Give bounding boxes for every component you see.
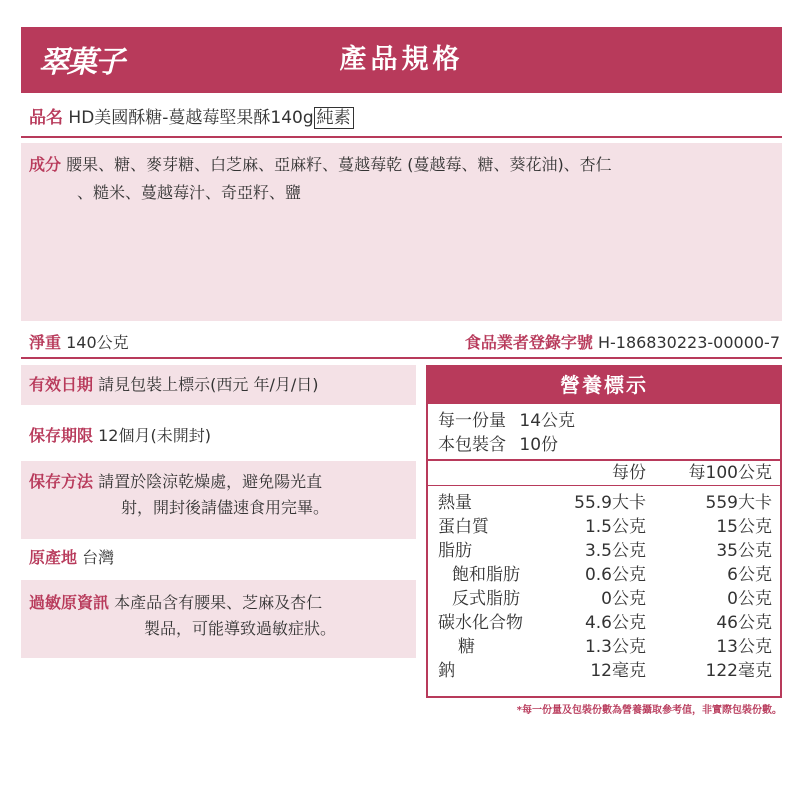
nutrient-name: 熱量 [438,493,472,513]
servings-row [438,433,558,457]
nutrition-row [428,563,780,587]
allergen-label: 過敏原資訊 [29,593,110,612]
serving-size-label: 每一份量 [438,411,506,431]
nutrient-per-100g: 35公克 [716,541,772,561]
ingredients-label: 成分 [29,155,62,174]
nutrition-row [428,587,780,611]
net-weight-row [29,331,129,355]
ingredients-section [21,143,782,321]
servings-value: 10份 [519,435,559,455]
nutrient-per-100g: 6公克 [727,565,772,585]
nutrition-row [428,539,780,563]
expiry-label: 有效日期 [29,375,94,394]
product-name-value: HD美國酥糖-蔓越莓堅果酥140g [68,108,314,128]
nutrition-title: 營養標示 [428,367,780,404]
column-per-serving: 每份 [612,463,646,483]
registration-label: 食品業者登錄字號 [464,333,593,352]
serving-size-row [438,409,575,433]
page-title: 產品規格 [339,44,464,75]
nutrient-per-serving: 4.6公克 [584,613,646,633]
nutrient-per-serving: 1.3公克 [584,637,646,657]
nutrition-column-headers [428,461,780,485]
storage-line-1: 請置於陰涼乾燥處，避免陽光直 [98,472,323,491]
expiry-value: 請見包裝上標示(西元 年/月/日) [98,375,319,394]
nutrition-row [428,635,780,659]
nutrient-per-100g: 13公克 [716,637,772,657]
nutrient-per-serving: 3.5公克 [584,541,646,561]
header-banner [21,27,782,93]
origin-value: 台灣 [82,548,115,567]
shelf-life-label: 保存期限 [29,426,94,445]
serving-size-value: 14公克 [519,411,576,431]
allergen-line-2: 製品，可能導致過敏症狀。 [144,619,337,638]
nutrient-per-100g: 46公克 [716,613,772,633]
vegan-badge: 純素 [314,107,354,129]
storage-section [21,461,416,539]
registration-row [465,331,780,355]
nutrition-footnote: *每一份量及包裝份數為營養攝取參考值，非實際包裝份數。 [516,705,782,716]
ingredients-line-2: 、糙米、蔓越莓汁、奇亞籽、鹽 [77,183,302,202]
divider [428,485,780,486]
product-name-row [29,106,354,130]
nutrient-per-100g: 0公克 [727,589,772,609]
nutrition-panel [426,365,782,698]
storage-label: 保存方法 [29,472,94,491]
nutrient-name: 脂肪 [438,541,472,561]
divider [21,357,782,359]
nutrient-per-serving: 0.6公克 [584,565,646,585]
nutrition-row [428,659,780,683]
column-per-100g: 每100公克 [688,463,772,483]
product-name-label: 品名 [29,108,63,128]
origin-label: 原產地 [29,548,78,567]
net-weight-value: 140公克 [66,333,129,352]
servings-label: 本包裝含 [438,435,506,455]
registration-value: H-186830223-00000-7 [597,333,780,352]
nutrient-name: 碳水化合物 [438,613,523,633]
nutrient-name: 飽和脂肪 [452,565,520,585]
nutrient-name: 反式脂肪 [452,589,520,609]
brand-logo: 翠菓子 [39,45,123,80]
shelf-life-value: 12個月(未開封) [98,426,211,445]
nutrient-per-serving: 12毫克 [590,661,646,681]
nutrient-name: 鈉 [438,661,455,681]
storage-line-2: 射，開封後請儘速食用完畢。 [121,498,330,517]
nutrient-per-100g: 122毫克 [705,661,772,681]
ingredients-line-1: 腰果、糖、麥芽糖、白芝麻、亞麻籽、蔓越莓乾 (蔓越莓、糖、葵花油)、杏仁 [66,155,612,174]
nutrient-per-serving: 55.9大卡 [574,493,646,513]
allergen-line-1: 本產品含有腰果、芝麻及杏仁 [114,593,323,612]
nutrition-rows [428,491,780,683]
allergen-section [21,580,416,658]
nutrition-row [428,611,780,635]
divider [21,136,782,138]
nutrient-name: 糖 [458,637,475,657]
nutrient-name: 蛋白質 [438,517,489,537]
nutrient-per-100g: 15公克 [716,517,772,537]
origin-row [21,546,416,570]
net-weight-label: 淨重 [29,333,62,352]
shelf-life-row [21,424,416,448]
nutrient-per-100g: 559大卡 [705,493,772,513]
expiry-row [21,365,416,405]
nutrition-row [428,491,780,515]
nutrient-per-serving: 1.5公克 [584,517,646,537]
nutrient-per-serving: 0公克 [601,589,646,609]
nutrition-row [428,515,780,539]
